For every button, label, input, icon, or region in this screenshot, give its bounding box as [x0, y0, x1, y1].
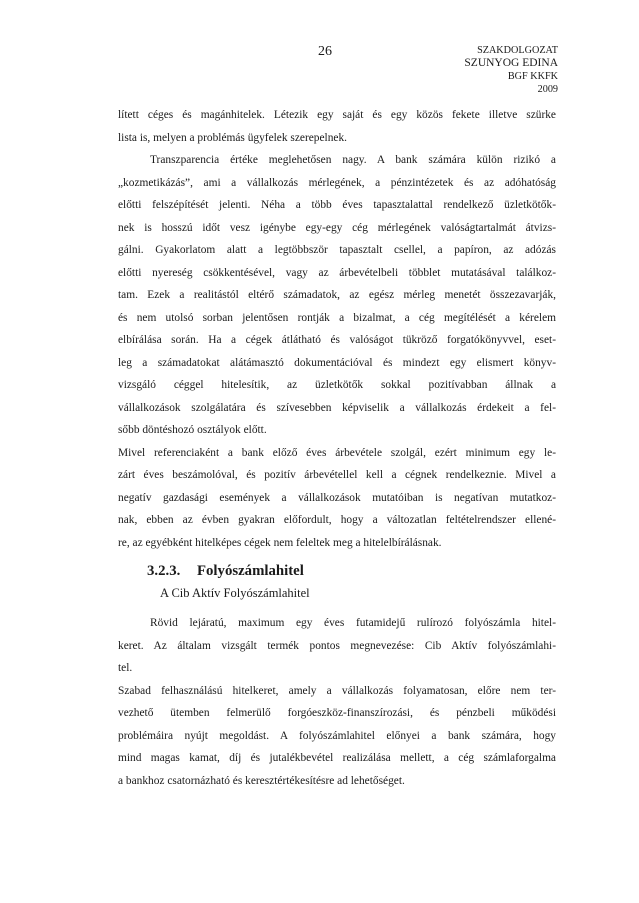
header-line-institution: BGF KKFK: [507, 71, 558, 82]
header-line-document-type: SZAKDOLGOZAT: [477, 45, 558, 56]
text-line: re, az egyébként hitelképes cégek nem feleltek meg a hitelelbírálásnak.: [118, 536, 442, 549]
text-line: vizsgáló céggel hitelesítik, az üzletkötők sokkal pozitívabban állnak a: [118, 379, 556, 391]
body-text-section-1: [118, 104, 556, 554]
text-line: elbírálása során. Ha a cégek átlátható és valóságot tükröző forgatókönyvvel, eset-: [118, 334, 556, 346]
text-line: a bankhoz csatornázható és keresztértékesítésre ad lehetőséget.: [118, 774, 405, 787]
text-line: vezhető ütemben felmerülő forgóeszköz-finanszírozási, és pénzbeli működési: [118, 707, 556, 719]
text-line: mind magas kamat, díj és jutalékbevétel realizálása mellett, a cég számlaforgalma: [118, 752, 556, 764]
text-line: Rövid lejáratú, maximum egy éves futamidejű rulírozó folyószámla hitel-: [150, 617, 556, 629]
text-line: lista is, melyen a problémás ügyfelek szerepelnek.: [118, 131, 347, 144]
text-line: gálni. Gyakorlatom alatt a legtöbbször tapasztalt csellel, a papíron, az adózás: [118, 244, 556, 256]
header-line-author: SZUNYOG EDINA: [464, 57, 558, 69]
section-title: Folyószámlahitel: [197, 563, 304, 579]
page-number: 26: [318, 44, 332, 59]
text-line: vállalkozások szolgálatára és szívesebben képviselik a vállalkozás érdekeit a fel-: [118, 401, 556, 414]
text-line: Szabad felhasználású hitelkeret, amely a vállalkozás folyamatosan, előre nem ter-: [118, 684, 556, 697]
header-line-year: 2009: [537, 84, 558, 95]
text-line: sőbb döntéshozó osztályok előtt.: [118, 424, 267, 436]
text-line: nek is hosszú időt vesz igénybe egy-egy cég mérlegének valóságtartalmát átvizs-: [118, 221, 556, 234]
subsection-title: A Cib Aktív Folyószámlahitel: [160, 586, 310, 600]
text-line: lített céges és magánhitelek. Létezik egy saját és egy közös fekete illetve szürke: [118, 109, 556, 121]
text-line: előtti felszépítését jelenti. Néha a több éves tapasztalattal rendelkező üzletkötők-: [118, 199, 556, 211]
section-heading: [147, 563, 304, 580]
section-number: 3.2.3.: [147, 563, 181, 579]
body-text-section-2: [118, 612, 556, 792]
text-line: és nem utolsó sorban jelentősen rontják a bizalmat, a cég megítélését a kérelem: [118, 311, 556, 324]
text-line: Mivel referenciaként a bank előző éves árbevétele szolgál, ezért minimum egy le-: [118, 446, 556, 459]
text-line: tam. Ezek a realitástól eltérő számadatok, az egész mérleg menetét összezavarják,: [118, 289, 556, 301]
text-line: problémáira nyújt megoldást. A folyószámlahitel előnyei a bank számára, hogy: [118, 729, 556, 742]
text-line: „kozmetikázás”, ami a vállalkozás mérlegének, a pénzintézetek és az adóhatóság: [118, 176, 556, 189]
text-line: nak, ebben az évben gyakran előfordult, hogy a változatlan feltételrendszer ellené-: [118, 514, 556, 526]
text-line: előtti nyereség csökkentésével, vagy az árbevételbeli többlet mutatásával találkoz-: [118, 266, 556, 279]
text-line: zárt éves beszámolóval, és pozitív árbevétellel kell a cégnek rendelkeznie. Mivel a: [118, 469, 556, 481]
text-line: negatív gazdasági események a vállalkozások mutatóiban is negatívan mutatkoz-: [118, 491, 556, 504]
text-line: keret. Az általam vizsgált termék pontos megnevezése: Cib Aktív folyószámlahi-: [118, 639, 556, 652]
running-header: [464, 44, 558, 96]
text-line: tel.: [118, 662, 133, 674]
text-line: leg a számadatokat alátámasztó dokumentációval és mindezt egy elismert könyv-: [118, 356, 556, 369]
text-line: Transzparencia értéke meglehetősen nagy. A bank számára külön rizikó a: [150, 154, 556, 166]
